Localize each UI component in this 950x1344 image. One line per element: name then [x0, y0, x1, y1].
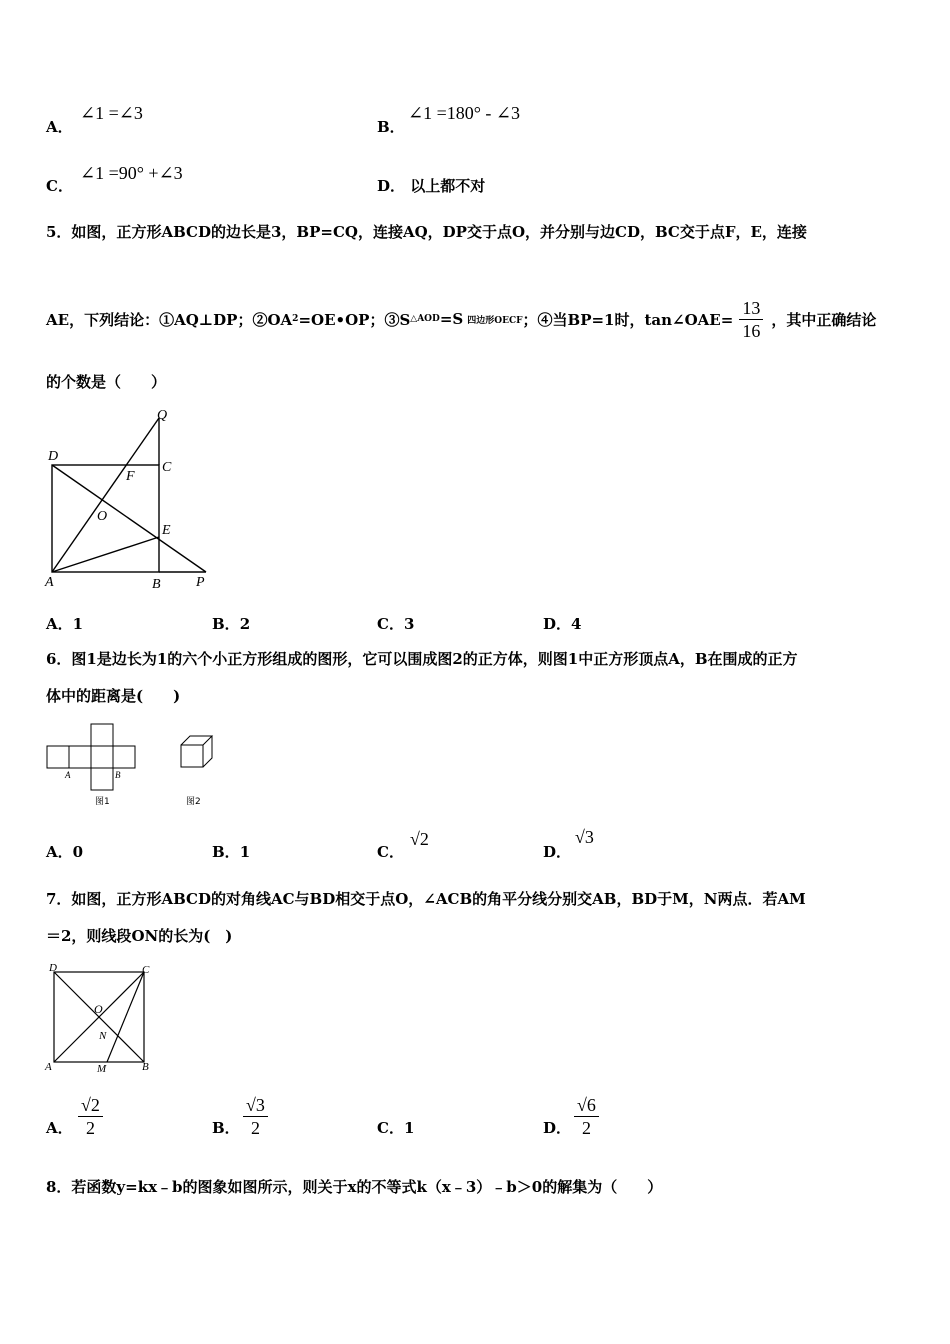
q6-option-b — [212, 841, 250, 862]
label-m: M — [97, 1063, 107, 1075]
label-q: Q — [157, 408, 168, 423]
q8-stem-line1: 8．若函数y=kx﹣b的图象如图所示，则关于x的不等式k（x﹣3）﹣b＞0的解集为（ ） — [46, 1178, 663, 1196]
option-letter: B． — [212, 615, 240, 633]
option-value: 0 — [72, 843, 84, 861]
fraction-denominator: 2 — [581, 1118, 591, 1138]
option-value: 3 — [403, 615, 415, 633]
line-aq — [52, 418, 159, 572]
q4-option-a-expr: ∠1 =∠3 — [80, 103, 143, 123]
net-label-b: B — [115, 770, 121, 780]
label-f: F — [126, 469, 135, 484]
option-value: 1 — [239, 843, 251, 861]
fraction-denominator: 2 — [250, 1118, 260, 1138]
option-value: 1 — [72, 615, 84, 633]
option-text: 以上都不对 — [410, 177, 486, 195]
label-o: O — [94, 1002, 103, 1016]
q5-text-b: =OE•OP；③S — [298, 310, 411, 329]
q5-text-d: ；④当BP=1时，tan∠OAE= — [522, 310, 734, 329]
q6-option-d-value: √3 — [575, 827, 594, 847]
label-c: C — [142, 964, 150, 976]
fraction-numerator: 13 — [739, 297, 763, 320]
q5-sup: 2 — [292, 314, 299, 324]
label-e: E — [162, 523, 171, 538]
option-value: 1 — [403, 1119, 415, 1137]
q5-option-a — [46, 613, 83, 634]
fig2-caption: 图2 — [186, 797, 201, 807]
bisector-cm — [107, 972, 144, 1062]
q6-stem-line1: 6．图1是边长为1的六个小正方形组成的图形，它可以围成图2的正方体，则图1中正方形顶点A，B在围成的正方 — [46, 650, 798, 668]
label-a: A — [45, 575, 54, 590]
option-letter: C． — [377, 1119, 404, 1137]
q7-option-b-fraction — [243, 1094, 268, 1139]
q5-option-b — [212, 613, 250, 634]
label-b: B — [152, 577, 161, 592]
q5-stem-line3: 的个数是（ ） — [46, 373, 167, 391]
fig1-caption: 图1 — [95, 797, 110, 807]
label-d: D — [48, 449, 59, 464]
q7-option-b — [212, 1117, 240, 1138]
label-b: B — [142, 1061, 149, 1073]
label-p: P — [196, 575, 205, 590]
option-letter: B． — [212, 1119, 240, 1137]
fraction-denominator: 16 — [742, 320, 761, 341]
fraction-denominator: 2 — [85, 1118, 95, 1138]
label-a: A — [45, 1061, 52, 1073]
q5-sub1: △AOD — [410, 314, 440, 324]
option-letter: D． — [377, 177, 406, 195]
label-d: D — [49, 962, 57, 974]
q5-sub2: 四边形OECF — [467, 315, 523, 326]
fraction-numerator: √6 — [574, 1094, 599, 1117]
q5-text-a: AE，下列结论：①AQ⊥DP；②OA — [46, 310, 293, 329]
q6-option-c — [377, 841, 404, 862]
q5-option-c — [377, 613, 414, 634]
q7-stem-line1: 7．如图，正方形ABCD的对角线AC与BD相交于点O，∠ACB的角平分线分别交AB，BD于M，N两点．若AM — [46, 890, 806, 908]
option-letter: A． — [46, 1119, 73, 1137]
q5-text-c: =S — [439, 310, 464, 328]
option-letter: D． — [543, 1119, 572, 1137]
option-letter: C． — [377, 615, 404, 633]
q4-option-b-expr: ∠1 =180° - ∠3 — [408, 103, 521, 123]
q6-figure-cube — [176, 730, 226, 812]
q6-option-c-value: √2 — [410, 829, 429, 849]
option-letter: C． — [377, 843, 404, 861]
q6-option-a — [46, 841, 83, 862]
fraction-numerator: √2 — [78, 1094, 103, 1117]
label-n: N — [99, 1030, 107, 1042]
q4-option-c-expr: ∠1 =90° +∠3 — [80, 163, 183, 183]
option-letter: A． — [46, 118, 73, 136]
net-label-a: A — [65, 770, 71, 780]
q4-option-b — [377, 116, 405, 137]
option-letter: D． — [543, 843, 572, 861]
q4-option-d — [377, 175, 485, 196]
segment-ae — [52, 537, 159, 572]
option-letter: D． — [543, 615, 572, 633]
q7-figure — [42, 960, 162, 1076]
q6-option-d — [543, 841, 571, 862]
q5-option-d — [543, 613, 581, 634]
option-letter: C． — [46, 177, 73, 195]
q5-fraction — [739, 297, 763, 342]
q5-figure — [40, 400, 220, 592]
q5-stem-line1: 5．如图，正方形ABCD的边长是3，BP=CQ，连接AQ，DP交于点O，并分别与边CD，BC交于点F，E，连接 — [46, 223, 807, 241]
q7-option-a-fraction — [78, 1094, 103, 1139]
q6-stem-line2: 体中的距离是( ) — [46, 687, 181, 705]
q4-option-a — [46, 116, 73, 137]
option-letter: B． — [212, 843, 240, 861]
q7-option-d — [543, 1117, 571, 1138]
option-letter: A． — [46, 843, 73, 861]
label-c: C — [162, 460, 172, 475]
label-o: O — [97, 509, 108, 524]
q4-option-c — [46, 175, 73, 196]
q5-stem-line2 — [46, 295, 876, 343]
q7-option-c — [377, 1117, 414, 1138]
q7-option-a — [46, 1117, 73, 1138]
q5-text-e: ，其中正确结论 — [771, 310, 877, 329]
q6-figure-net — [44, 720, 144, 812]
fraction-numerator: √3 — [243, 1094, 268, 1117]
q7-stem-line2: ＝2，则线段ON的长为( ) — [46, 927, 233, 945]
q7-option-d-fraction — [574, 1094, 599, 1139]
option-letter: B． — [377, 118, 405, 136]
option-value: 2 — [239, 615, 251, 633]
option-value: 4 — [571, 615, 582, 633]
option-letter: A． — [46, 615, 73, 633]
